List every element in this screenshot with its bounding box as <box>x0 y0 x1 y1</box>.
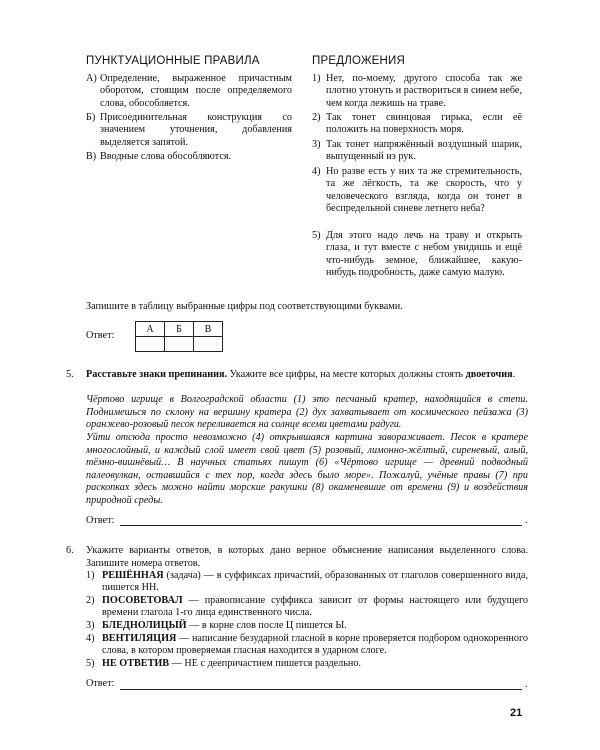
task5-answer-period: . <box>525 515 528 526</box>
answer-label: Ответ: <box>86 330 115 341</box>
punctuation-rules-header: ПУНКТУАЦИОННЫЕ ПРАВИЛА <box>86 55 260 67</box>
answer-table-header-b: Б <box>165 322 194 337</box>
task6-item-word: НЕ ОТВЕТИВ <box>102 658 170 669</box>
sentence-item-3 <box>312 139 522 164</box>
task5-title-bold2: двоеточия <box>465 369 513 380</box>
answer-table-header-a: А <box>136 322 165 337</box>
task6-answer-period: . <box>525 679 528 690</box>
task5-answer-label: Ответ: <box>86 515 115 526</box>
task6-item-5 <box>86 658 528 670</box>
task6-item-explanation: (задача) — в суффиксах причастий, образованных от глаголов совершенного вида, пишется НН. <box>102 570 528 594</box>
task6-answer-line[interactable] <box>120 689 522 690</box>
task5-title-rest: Укажите все цифры, на месте которых должны стоять <box>227 369 466 380</box>
answer-table <box>135 321 223 352</box>
rule-item-label: В) <box>86 151 97 162</box>
task6-item-2 <box>86 595 528 620</box>
task5-paragraph-2: Уйти отсюда просто невозможно (4) открывшаяся картина завораживает. Песок в кратере многослойный, и каждый слой имеет свой цвет (5) розовый, лимонно-жёлтый, сиреневый, алый, тёмно-вишнёвый… В научных статьях пишут (6) «Чёртово игрище — древний подводный палеовулкан, оставшийся с тех пор, когда здесь было море». Пожалуй, учёные правы (7) при раскопках здесь можно найти морские ракушки (8) окаменевшие от времени (9) и воздействия природной среды. <box>86 432 528 506</box>
task6-item-label: 4) <box>86 633 95 644</box>
task6-item-label: 5) <box>86 658 95 669</box>
task5-title <box>86 369 528 382</box>
task6-title: Укажите варианты ответов, в которых дано верное объяснение написания выделенного слова. Запишите номера ответов. <box>86 545 528 569</box>
task5-answer-line[interactable] <box>120 525 522 526</box>
sentence-item-label: 4) <box>312 166 321 177</box>
task6-item-word: ПОСОВЕТОВАЛ <box>102 595 183 606</box>
rule-item-b <box>86 112 292 149</box>
sentence-item-label: 5) <box>312 230 321 241</box>
task6-item-label: 2) <box>86 595 95 606</box>
answer-cell-a[interactable] <box>136 337 165 352</box>
sentence-item-text: Нет, по-моему, другого способа так же плотно утонуть и раствориться в синем небе, чем когда лежишь на траве. <box>326 73 522 109</box>
task6-item-label: 1) <box>86 570 95 581</box>
task6-item-1 <box>86 570 528 595</box>
sentence-item-4 <box>312 166 522 216</box>
rule-item-label: А) <box>86 73 97 84</box>
task6-item-explanation: — в корне слов после Ц пишется Ы. <box>186 620 347 631</box>
task6-item-explanation: — правописание суффикса зависит от формы настоящего или будущего времени глагола 1-го лица единственного числа. <box>102 595 528 619</box>
task6-item-explanation: — написание безударной гласной в корне проверяется подбором однокоренного слова, в котором проверяемая гласная находится в ударном слоге. <box>102 633 528 657</box>
page-number: 21 <box>510 707 523 719</box>
sentence-item-label: 1) <box>312 73 321 84</box>
sentence-item-label: 2) <box>312 112 321 123</box>
sentence-item-1 <box>312 73 522 110</box>
sentence-item-2 <box>312 112 522 137</box>
sentence-item-text: Так тонет напряжённый воздушный шарик, выпущенный из рук. <box>326 139 522 163</box>
task6-item-explanation: — НЕ с деепричастием пишется раздельно. <box>169 658 361 669</box>
sentence-item-label: 3) <box>312 139 321 150</box>
sentence-item-text: Но разве есть у них та же стремительность, та же лёгкость, та же скорость, что у человеческого взгляда, когда он тонет в беспредельной синеве летнего неба? <box>326 166 522 215</box>
task6-item-word: БЛЕДНОЛИЦЫЙ <box>102 620 187 631</box>
sentence-item-5 <box>312 230 522 280</box>
task6-item-word: ВЕНТИЛЯЦИЯ <box>102 633 177 644</box>
sentence-item-text: Для этого надо лечь на траву и открыть глаза, и тут вместе с небом увидишь и ещё что-нибудь земное, ближайшее, какую-нибудь подробность, даже самую малую. <box>326 230 522 279</box>
sentence-item-text: Так тонет свинцовая гирька, если её положить на поверхность моря. <box>326 112 522 136</box>
rule-item-c <box>86 151 292 163</box>
rule-item-text: Присоединительная конструкция со значением уточнения, добавления выделяется запятой. <box>100 112 292 148</box>
rule-item-text: Вводные слова обособляются. <box>100 151 232 162</box>
task5-paragraph-1: Чёртово игрище в Волгоградской области (1) это песчаный кратер, находящийся в степи. Поднимешься по склону на вершину кратера (2) дух захватывает от космического пейзажа (3) оранжево-розовый песок переливается на солнце всеми цветами радуги. <box>86 394 528 431</box>
task6-item-label: 3) <box>86 620 95 631</box>
task6-answer-label: Ответ: <box>86 678 115 689</box>
task5-number: 5. <box>66 369 74 380</box>
sentences-header: ПРЕДЛОЖЕНИЯ <box>312 55 405 67</box>
answer-table-header-c: В <box>194 322 223 337</box>
answer-cell-b[interactable] <box>165 337 194 352</box>
task5-title-bold: Расставьте знаки препинания. <box>86 369 228 380</box>
task6-item-word: РЕШЁННАЯ <box>102 570 164 581</box>
rule-item-label: Б) <box>86 112 96 123</box>
task6-item-4 <box>86 633 528 658</box>
task6-item-3 <box>86 620 528 632</box>
table-instruction: Запишите в таблицу выбранные цифры под соответствующими буквами. <box>86 301 403 312</box>
task5-title-end: . <box>512 369 516 380</box>
task6-number: 6. <box>66 545 74 556</box>
rule-item-text: Определение, выраженное причастным оборотом, стоящим после определяемого слова, обособляется. <box>100 73 292 109</box>
rule-item-a <box>86 73 292 110</box>
answer-cell-c[interactable] <box>194 337 223 352</box>
